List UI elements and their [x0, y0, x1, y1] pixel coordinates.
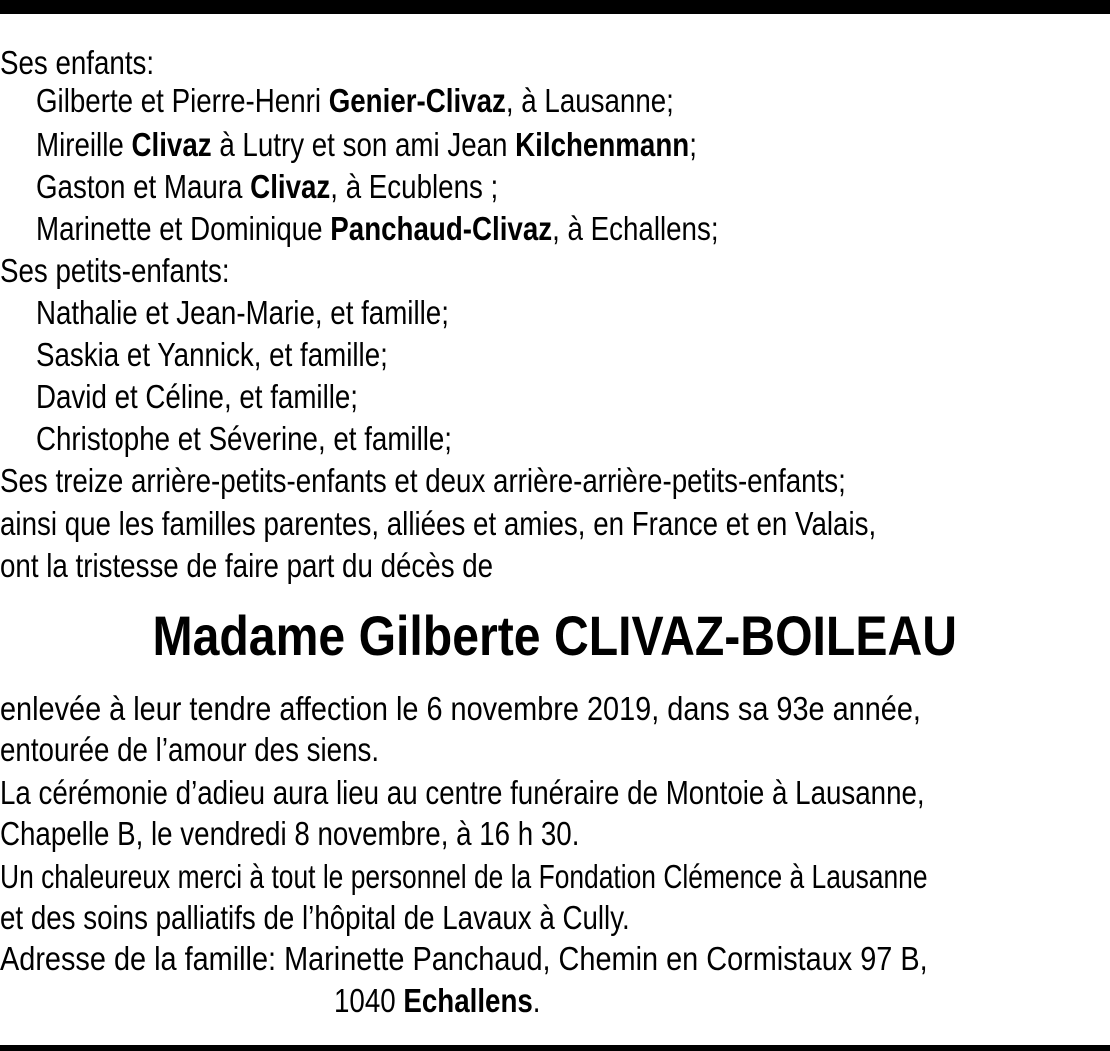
intro-line: ont la tristesse de faire part du décès de	[0, 547, 494, 584]
address-line: Adresse de la famille: Marinette Panchaud, Chemin en Cormistaux 97 B,	[0, 940, 928, 977]
bottom-rule	[0, 1045, 1110, 1051]
grandchild-line: David et Céline, et famille;	[36, 378, 359, 415]
address-town-line: 1040 Echallens.	[334, 982, 541, 1019]
child-line: Mireille Clivaz à Lutry et son ami Jean Kilchenmann;	[36, 126, 697, 163]
children-heading: Ses enfants:	[0, 44, 155, 81]
grandchild-line: Christophe et Séverine, et famille;	[36, 420, 453, 457]
companion-surname: Kilchenmann	[515, 126, 690, 163]
child-line: Marinette et Dominique Panchaud-Clivaz, à Echallens;	[36, 210, 719, 247]
grandchild-line: Saskia et Yannick, et famille;	[36, 336, 388, 373]
deceased-name: Madame Gilberte CLIVAZ-BOILEAU	[152, 604, 958, 667]
child-surname: Panchaud-Clivaz	[330, 210, 553, 247]
child-line: Gaston et Maura Clivaz, à Ecublens ;	[36, 168, 499, 205]
body-line: enlevée à leur tendre affection le 6 novembre 2019, dans sa 93e année,	[0, 690, 921, 727]
top-rule	[0, 0, 1110, 14]
intro-line: ainsi que les familles parentes, alliées et amies, en France et en Valais,	[0, 505, 877, 542]
body-line: Chapelle B, le vendredi 8 novembre, à 16 h 30.	[0, 815, 580, 852]
child-line: Gilberte et Pierre-Henri Genier-Clivaz, à Lausanne;	[36, 82, 674, 119]
address-town: Echallens	[403, 982, 533, 1019]
body-line: La cérémonie d’adieu aura lieu au centre funéraire de Montoie à Lausanne,	[0, 774, 925, 811]
body-line: Un chaleureux merci à tout le personnel de la Fondation Clémence à Lausanne	[0, 858, 928, 895]
child-surname: Clivaz	[250, 168, 331, 205]
body-line: et des soins palliatifs de l’hôpital de Lavaux à Cully.	[0, 899, 630, 936]
intro-line: Ses treize arrière-petits-enfants et deux arrière-arrière-petits-enfants;	[0, 462, 846, 499]
grandchildren-heading: Ses petits-enfants:	[0, 252, 230, 289]
body-line: entourée de l’amour des siens.	[0, 731, 380, 768]
child-surname: Genier-Clivaz	[328, 82, 506, 119]
child-surname: Clivaz	[131, 126, 212, 163]
grandchild-line: Nathalie et Jean-Marie, et famille;	[36, 294, 449, 331]
